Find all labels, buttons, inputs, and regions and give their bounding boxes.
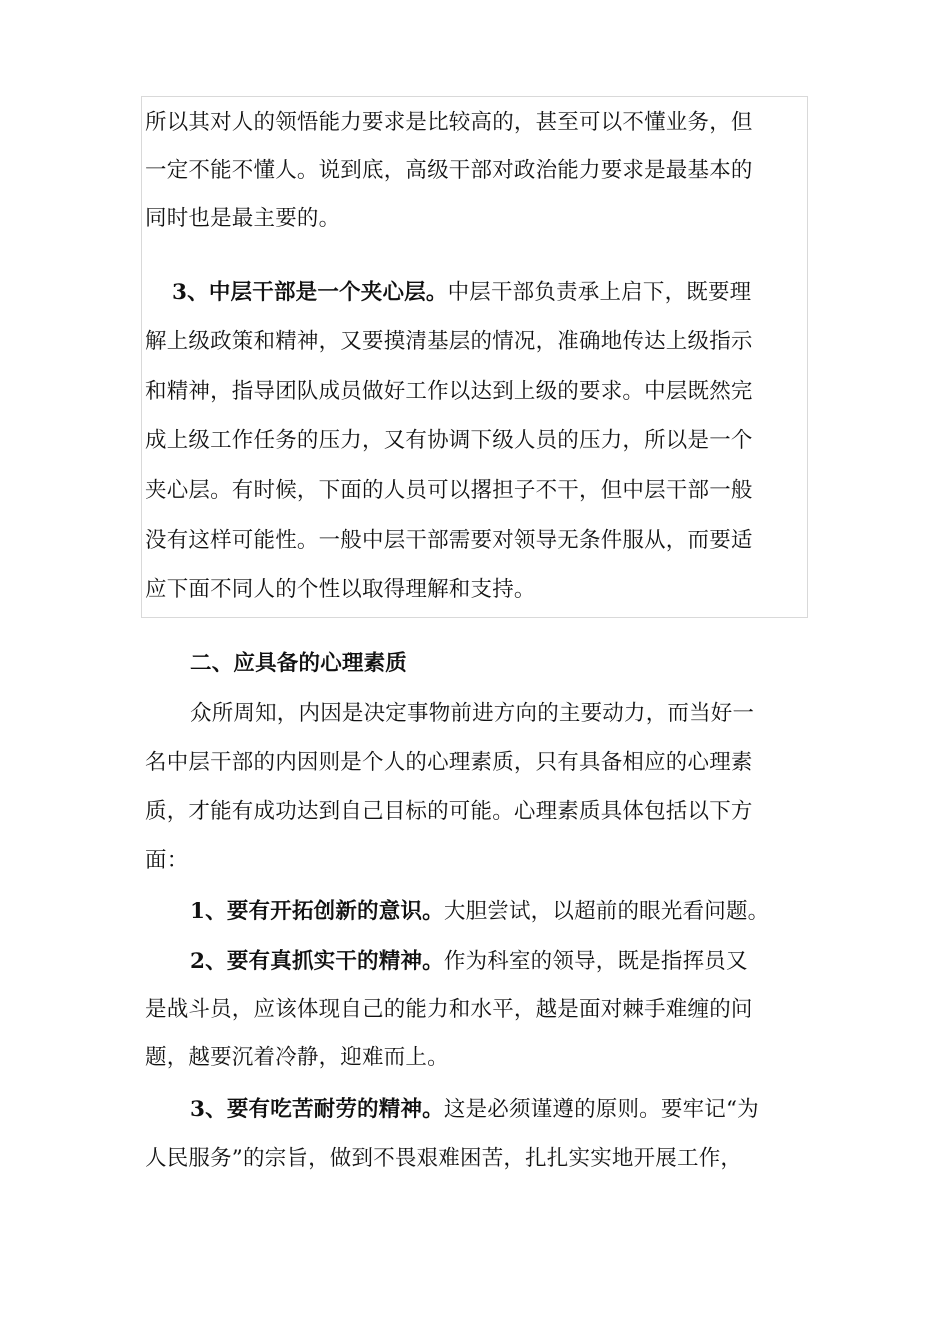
item-2-first-line: [190, 947, 748, 977]
paragraph-line: 同时也是最主要的。: [145, 206, 341, 231]
paragraph-line: 质，才能有成功达到自己目标的可能。心理素质具体包括以下方: [145, 799, 753, 824]
item-3-text: 中层干部负责承上启下，既要理: [447, 280, 752, 305]
paragraph-line: 是战斗员，应该体现自己的能力和水平，越是面对棘手难缠的问: [145, 997, 753, 1022]
paragraph-line: 人民服务”的宗旨，做到不畏艰难困苦，扎扎实实地开展工作，: [145, 1146, 743, 1171]
section-heading: 二、应具备的心理素质: [190, 651, 408, 676]
item-3-heading: 3、中层干部是一个夹心层。: [172, 280, 448, 305]
item-3b-text: 这是必须谨遵的原则。要牢记“为: [443, 1097, 759, 1122]
item-1-text: 大胆尝试，以超前的眼光看问题。: [443, 899, 770, 924]
paragraph-line: 众所周知，内因是决定事物前进方向的主要动力，而当好一: [190, 701, 755, 726]
paragraph-line: 名中层干部的内因则是个人的心理素质，只有具备相应的心理素: [145, 750, 753, 775]
paragraph-line: 所以其对人的领悟能力要求是比较高的，甚至可以不懂业务，但: [145, 110, 753, 135]
item-3-first-line: [172, 278, 751, 308]
paragraph-line: 没有这样可能性。一般中层干部需要对领导无条件服从，而要适: [145, 528, 753, 553]
item-3b-heading: 3、要有吃苦耐劳的精神。: [190, 1097, 444, 1122]
paragraph-line: 题，越要沉着冷静，迎难而上。: [145, 1045, 449, 1070]
paragraph-line: 和精神，指导团队成员做好工作以达到上级的要求。中层既然完: [145, 379, 753, 404]
paragraph-line: 应下面不同人的个性以取得理解和支持。: [145, 577, 536, 602]
item-1-line: [190, 897, 769, 927]
item-1-heading: 1、要有开拓创新的意识。: [190, 899, 444, 924]
paragraph-line: 解上级政策和精神，又要摸清基层的情况，准确地传达上级指示: [145, 329, 753, 354]
paragraph-line: 一定不能不懂人。说到底，高级干部对政治能力要求是最基本的: [145, 158, 753, 183]
item-2-text: 作为科室的领导，既是指挥员又: [443, 949, 748, 974]
paragraph-line: 夹心层。有时候，下面的人员可以撂担子不干，但中层干部一般: [145, 478, 753, 503]
item-3b-first-line: [190, 1095, 759, 1125]
paragraph-line: 面：: [145, 848, 189, 873]
item-2-heading: 2、要有真抓实干的精神。: [190, 949, 444, 974]
paragraph-line: 成上级工作任务的压力，又有协调下级人员的压力，所以是一个: [145, 428, 753, 453]
